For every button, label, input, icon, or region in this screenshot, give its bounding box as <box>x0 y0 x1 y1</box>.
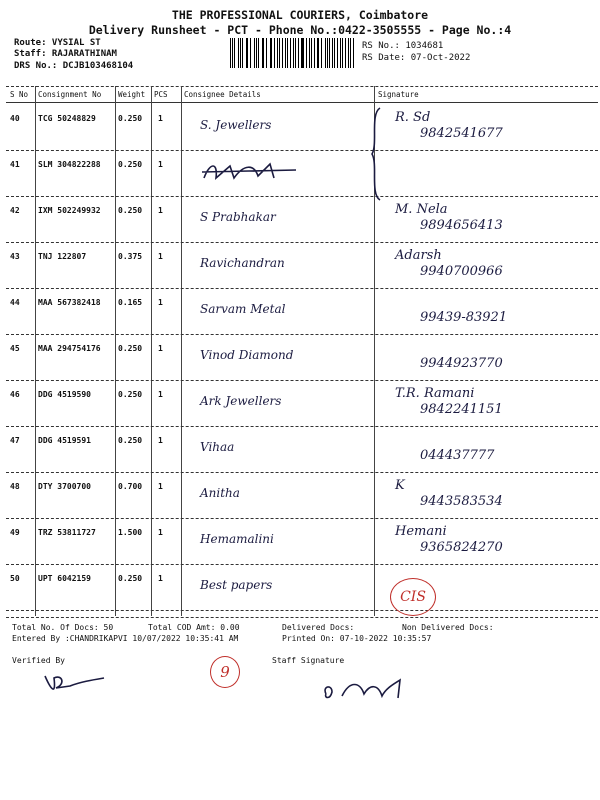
row-separator <box>6 196 598 197</box>
row-sno: 50 <box>10 574 20 583</box>
row-sno: 43 <box>10 252 20 261</box>
cis-stamp: CIS <box>390 578 436 616</box>
row-weight: 0.165 <box>118 298 143 307</box>
col-separator <box>181 86 182 616</box>
row-consignee-name: S Prabhakar <box>200 210 276 224</box>
row-receiver-phone: 9842541677 <box>420 126 503 141</box>
row-consignment-no: UPT 6042159 <box>38 574 91 583</box>
col-header-signature: Signature <box>378 90 419 99</box>
row-receiver-phone: 9940700966 <box>420 264 503 279</box>
row-weight: 0.250 <box>118 436 143 445</box>
row-pcs: 1 <box>158 252 163 261</box>
row-consignee-name: S. Jewellers <box>200 118 272 132</box>
col-separator <box>115 86 116 616</box>
col-header-sno: S No <box>10 90 29 99</box>
barcode-bar <box>350 38 351 68</box>
row-weight: 0.250 <box>118 574 143 583</box>
row-sno: 48 <box>10 482 20 491</box>
row-weight: 1.500 <box>118 528 143 537</box>
row-consignee-name: Best papers <box>200 578 273 592</box>
row-separator <box>6 334 598 335</box>
row-sno: 40 <box>10 114 20 123</box>
row-consignee-name: Ark Jewellers <box>200 394 282 408</box>
runsheet-title: THE PROFESSIONAL COURIERS, Coimbatore <box>171 8 429 22</box>
delivered-docs: Delivered Docs: <box>282 623 355 632</box>
barcode-bar <box>242 38 243 68</box>
row-weight: 0.700 <box>118 482 143 491</box>
printed-on: Printed On: 07-10-2022 10:35:57 <box>282 634 432 643</box>
barcode-bar <box>230 38 231 68</box>
row-pcs: 1 <box>158 436 163 445</box>
col-header-weight: Weight <box>118 90 146 99</box>
row-consignee-name: Vihaa <box>200 440 235 454</box>
row-separator <box>6 242 598 243</box>
row-weight: 0.250 <box>118 390 143 399</box>
barcode-bar <box>309 38 310 68</box>
barcode-bar <box>238 38 239 68</box>
row-weight: 0.250 <box>118 344 143 353</box>
barcode-bar <box>318 38 319 68</box>
row-pcs: 1 <box>158 160 163 169</box>
row-signature-mark: K <box>395 478 405 493</box>
rs-date-label: RS Date: 07-Oct-2022 <box>362 53 471 63</box>
staff-label: Staff: RAJARATHINAM <box>14 49 117 59</box>
row-pcs: 1 <box>158 528 163 537</box>
row-receiver-phone: 99439-83921 <box>420 310 508 325</box>
row-receiver-phone: 9365824270 <box>420 540 503 555</box>
runsheet-subtitle: Delivery Runsheet - PCT - Phone No.:0422-3505555 - Page No.:4 <box>88 23 512 37</box>
verified-by-label: Verified By <box>12 656 65 665</box>
row-receiver-phone: 9944923770 <box>420 356 503 371</box>
row-consignee-name: Hemamalini <box>200 532 274 546</box>
table-bottom-rule <box>6 617 598 618</box>
row-separator <box>6 472 598 473</box>
total-docs: Total No. Of Docs: 50 <box>12 623 114 632</box>
row-separator <box>6 288 598 289</box>
row-weight: 0.250 <box>118 206 143 215</box>
barcode-bar <box>342 38 343 68</box>
verifier-signature <box>40 668 110 698</box>
row-weight: 0.250 <box>118 160 143 169</box>
barcode-bar <box>250 38 251 68</box>
row-consignment-no: TRZ 53811727 <box>38 528 96 537</box>
barcode-bar <box>295 38 296 68</box>
row-separator <box>6 380 598 381</box>
struck-out-scribble <box>200 158 300 188</box>
barcode-bar <box>285 38 286 68</box>
barcode-bar <box>325 38 326 68</box>
col-header-consignee: Consignee Details <box>184 90 261 99</box>
barcode-bar <box>311 38 312 68</box>
row-pcs: 1 <box>158 114 163 123</box>
row-weight: 0.250 <box>118 114 143 123</box>
row-consignment-no: TCG 50248829 <box>38 114 96 123</box>
row-consignee-name: Sarvam Metal <box>200 302 286 316</box>
row-sno: 49 <box>10 528 20 537</box>
row-separator <box>6 426 598 427</box>
row-signature-mark: R. Sd <box>395 110 431 125</box>
row-signature-mark: Adarsh <box>395 248 442 263</box>
row-consignment-no: IXM 502249932 <box>38 206 101 215</box>
row-receiver-phone: 044437777 <box>420 448 495 463</box>
row-consignee-name: Vinod Diamond <box>200 348 294 362</box>
table-header-rule <box>6 102 598 103</box>
row-consignment-no: DDG 4519591 <box>38 436 91 445</box>
row-consignment-no: TNJ 122807 <box>38 252 87 261</box>
row-consignee-name: Ravichandran <box>200 256 285 270</box>
row-pcs: 1 <box>158 390 163 399</box>
non-delivered-docs: Non Delivered Docs: <box>402 623 494 632</box>
row-receiver-phone: 9443583534 <box>420 494 503 509</box>
row-pcs: 1 <box>158 206 163 215</box>
page-count-stamp: 9 <box>210 656 240 688</box>
barcode-bar <box>271 38 272 68</box>
row-pcs: 1 <box>158 298 163 307</box>
rs-no-label: RS No.: 1034681 <box>362 41 444 51</box>
row-weight: 0.375 <box>118 252 143 261</box>
barcode-bar <box>266 38 267 68</box>
row-consignment-no: MAA 567382418 <box>38 298 101 307</box>
row-sno: 42 <box>10 206 20 215</box>
row-signature-mark: Hemani <box>395 524 447 539</box>
entered-by: Entered By :CHANDRIKAPVI 10/07/2022 10:35:41 AM <box>12 634 239 643</box>
barcode-bar <box>287 38 288 68</box>
row-consignment-no: DTY 3700700 <box>38 482 91 491</box>
col-separator <box>151 86 152 616</box>
row-sno: 44 <box>10 298 20 307</box>
staff-signature-label: Staff Signature <box>272 656 345 665</box>
barcode-bar <box>332 38 333 68</box>
route-label: Route: VYSIAL ST <box>14 38 101 48</box>
row-separator <box>6 610 598 611</box>
barcode-bar <box>337 38 338 68</box>
barcode-image <box>230 38 356 68</box>
table-top-rule <box>6 86 598 87</box>
row-pcs: 1 <box>158 574 163 583</box>
col-header-pcs: PCS <box>154 90 168 99</box>
row-sno: 41 <box>10 160 20 169</box>
drs-label: DRS No.: DCJB103468104 <box>14 61 134 71</box>
row-pcs: 1 <box>158 344 163 353</box>
row-signature-mark: M. Nela <box>395 202 448 217</box>
staff-signature <box>320 676 410 706</box>
barcode-bar <box>302 38 303 68</box>
brace-mark <box>366 104 386 204</box>
barcode-bar <box>262 38 263 68</box>
col-header-consignment: Consignment No <box>38 90 102 99</box>
total-cod: Total COD Amt: 0.00 <box>148 623 240 632</box>
row-signature-mark: T.R. Ramani <box>395 386 475 401</box>
row-pcs: 1 <box>158 482 163 491</box>
row-sno: 45 <box>10 344 20 353</box>
row-consignment-no: SLM 304822288 <box>38 160 101 169</box>
col-separator <box>35 86 36 616</box>
barcode-bar <box>254 38 255 68</box>
barcode-bar <box>279 38 280 68</box>
row-separator <box>6 150 598 151</box>
row-consignee-name: Anitha <box>200 486 240 500</box>
row-sno: 46 <box>10 390 20 399</box>
row-receiver-phone: 9894656413 <box>420 218 503 233</box>
row-receiver-phone: 9842241151 <box>420 402 503 417</box>
row-consignment-no: DDG 4519590 <box>38 390 91 399</box>
row-sno: 47 <box>10 436 20 445</box>
row-consignment-no: MAA 294754176 <box>38 344 101 353</box>
row-separator <box>6 518 598 519</box>
row-separator <box>6 564 598 565</box>
